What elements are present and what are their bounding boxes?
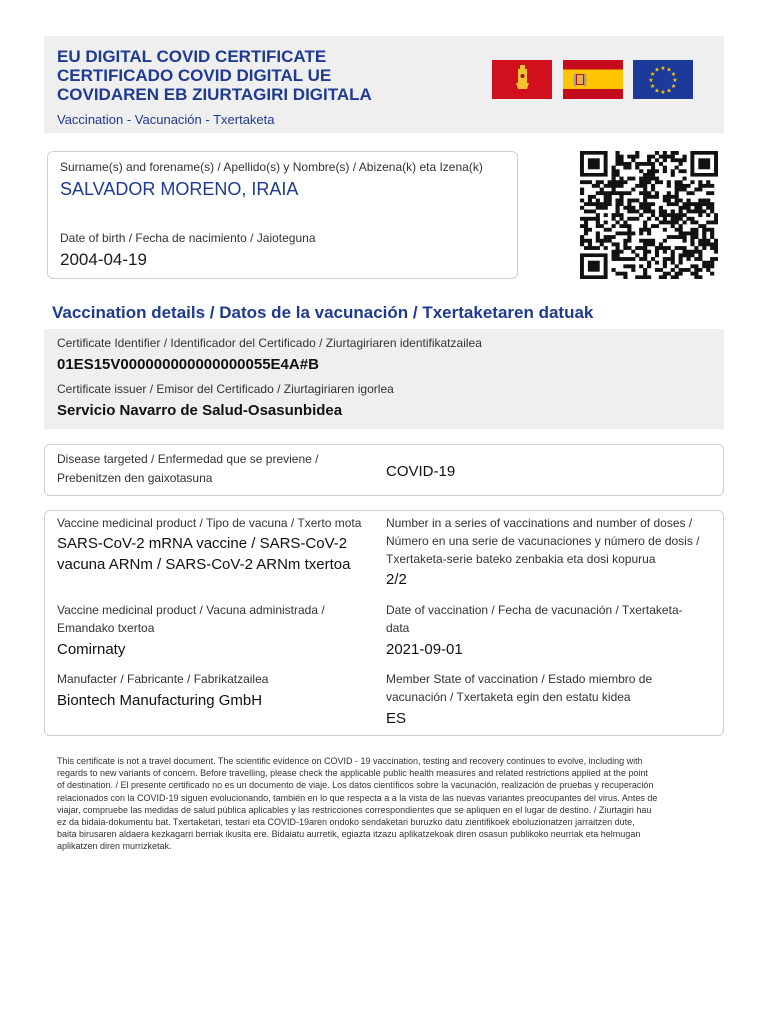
doses: 2/2 — [386, 571, 407, 588]
vaccination-date-label — [386, 603, 683, 636]
disclaimer-line: relacionados con la COVID-19 siguen evolucionando, también en lo que respecta a a la vista de las nuevas variantes preocupantes del virus. Antes de — [57, 792, 658, 803]
qr-code — [580, 151, 718, 279]
certificate-header — [44, 36, 724, 133]
disease-label — [57, 452, 319, 486]
disease-box — [44, 444, 724, 496]
disclaimer-line: aplikatzen diren murrizketak. — [57, 841, 172, 852]
svg-text:★: ★ — [654, 88, 660, 95]
spain-flag-icon — [563, 60, 623, 99]
svg-text:★: ★ — [648, 78, 654, 84]
member-state: ES — [386, 710, 407, 727]
svg-text:★: ★ — [672, 78, 678, 84]
svg-text:★: ★ — [649, 72, 656, 78]
member-state-label-line: vacunación / Txertaketa egin den estatu kidea — [386, 690, 631, 704]
manufacturer-label: Manufacter / Fabricante / Fabrikatzailea — [57, 672, 269, 686]
disclaimer-line: baita birusaren aldaera kezkagarri berriak ikusita ere. Bidaiatu aurretik, egiazta itzazu aplikatzekoak diren osasun publikoko neurriak eta helmugan — [57, 829, 641, 840]
doses-label — [386, 516, 700, 567]
vaccination-date: 2021-09-01 — [386, 641, 463, 658]
svg-text:★: ★ — [660, 66, 666, 72]
svg-text:★: ★ — [654, 67, 660, 74]
disease-label-line: Disease targeted / Enfermedad que se previene / — [57, 452, 319, 466]
certificate-id-label: Certificate Identifier / Identificador del Certificado / Ziurtagiriaren identifikatzailea — [57, 336, 482, 350]
certificate-subtitle: Vaccination - Vacunación - Txertaketa — [57, 112, 275, 127]
member-state-label — [386, 672, 652, 705]
vaccine-type-label: Vaccine medicinal product / Tipo de vacuna / Txerto mota — [57, 516, 362, 530]
disclaimer-line: regards to new variants of concern. Before travelling, please check the applicable public health measures and related restrictions applied at the point — [57, 768, 648, 779]
eu-flag-icon — [633, 60, 693, 99]
svg-text:★: ★ — [666, 88, 672, 95]
vaccine-type — [57, 533, 350, 575]
svg-text:★: ★ — [670, 84, 677, 90]
title-spanish: CERTIFICADO COVID DIGITAL UE — [57, 66, 332, 85]
disclaimer — [57, 755, 722, 853]
certificate-issuer: Servicio Navarro de Salud-Osasunbidea — [57, 402, 343, 419]
disease-label-line: Prebenitzen den gaixotasuna — [57, 471, 213, 485]
manufacturer: Biontech Manufacturing GmbH — [57, 692, 263, 709]
disease-value: COVID-19 — [386, 463, 456, 480]
disclaimer-line: ez da bidaia-dokumentu bat. Txertaketari, testari eta COVID-19aren ondoko sendaketari buruzko datu zientifikoek eboluzionatzen jarraitzen dute, — [57, 817, 635, 828]
vaccine-product-label — [57, 603, 325, 636]
certificate-title — [57, 47, 372, 104]
vaccine-type-line: SARS-CoV-2 mRNA vaccine / SARS-CoV-2 — [57, 535, 348, 552]
svg-text:★: ★ — [666, 67, 672, 74]
vaccine-product-label-line: Emandako txertoa — [57, 621, 155, 635]
certificate-id: 01ES15V000000000000000055E4A#B — [57, 356, 319, 373]
holder-name: SALVADOR MORENO, IRAIA — [60, 179, 299, 199]
member-state-label-line: Member State of vaccination / Estado miembro de — [386, 672, 653, 686]
doses-label-line: Number in a series of vaccinations and number of doses / — [386, 516, 693, 530]
doses-label-line: Número en una serie de vacunaciones y número de dosis / — [386, 534, 700, 548]
navarra-flag-icon — [492, 60, 552, 99]
name-label: Surname(s) and forename(s) / Apellido(s) y Nombre(s) / Abizena(k) eta Izena(k) — [60, 160, 483, 174]
title-basque: COVIDAREN EB ZIURTAGIRI DIGITALA — [57, 85, 372, 104]
certificate-info-panel — [44, 329, 724, 429]
vaccine-type-line: vacuna ARNm / SARS-CoV-2 ARNm txertoa — [57, 556, 351, 573]
svg-text:★: ★ — [670, 72, 677, 78]
certificate-issuer-label: Certificate issuer / Emisor del Certificado / Ziurtagiriaren igorlea — [57, 382, 394, 396]
svg-text:★: ★ — [649, 84, 656, 90]
vaccination-date-label-line: data — [386, 621, 410, 635]
disclaimer-line: This certificate is not a travel document. The scientific evidence on COVID - 19 vaccination, testing and recovery continues to evolve, including with — [57, 756, 643, 766]
vaccination-date-label-line: Date of vaccination / Fecha de vacunación / Txertaketa- — [386, 603, 683, 617]
holder-box — [47, 151, 518, 279]
disclaimer-line: of destination. / El presente certificado no es un documento de viaje. Los datos científicos sobre la vacunación, realización de pruebas y recuperación — [57, 780, 654, 791]
vaccine-product-label-line: Vaccine medicinal product / Vacuna administrada / — [57, 603, 325, 617]
dob-label: Date of birth / Fecha de nacimiento / Jaioteguna — [60, 231, 316, 245]
vaccine-product: Comirnaty — [57, 641, 126, 658]
vaccination-details-title: Vaccination details / Datos de la vacunación / Txertaketaren datuak — [52, 303, 594, 322]
disclaimer-line: viajar, compruebe las medidas de salud pública aplicables y las restricciones correspondientes que se apliquen en el lugar de destino. / Ziurtagiri hau — [57, 804, 652, 815]
doses-label-line: Txertaketa-serie bateko zenbakia eta dosi kopurua — [386, 552, 656, 566]
vaccine-box — [44, 510, 724, 736]
title-english: EU DIGITAL COVID CERTIFICATE — [57, 47, 327, 66]
svg-text:★: ★ — [660, 90, 666, 96]
holder-dob: 2004-04-19 — [60, 250, 147, 269]
